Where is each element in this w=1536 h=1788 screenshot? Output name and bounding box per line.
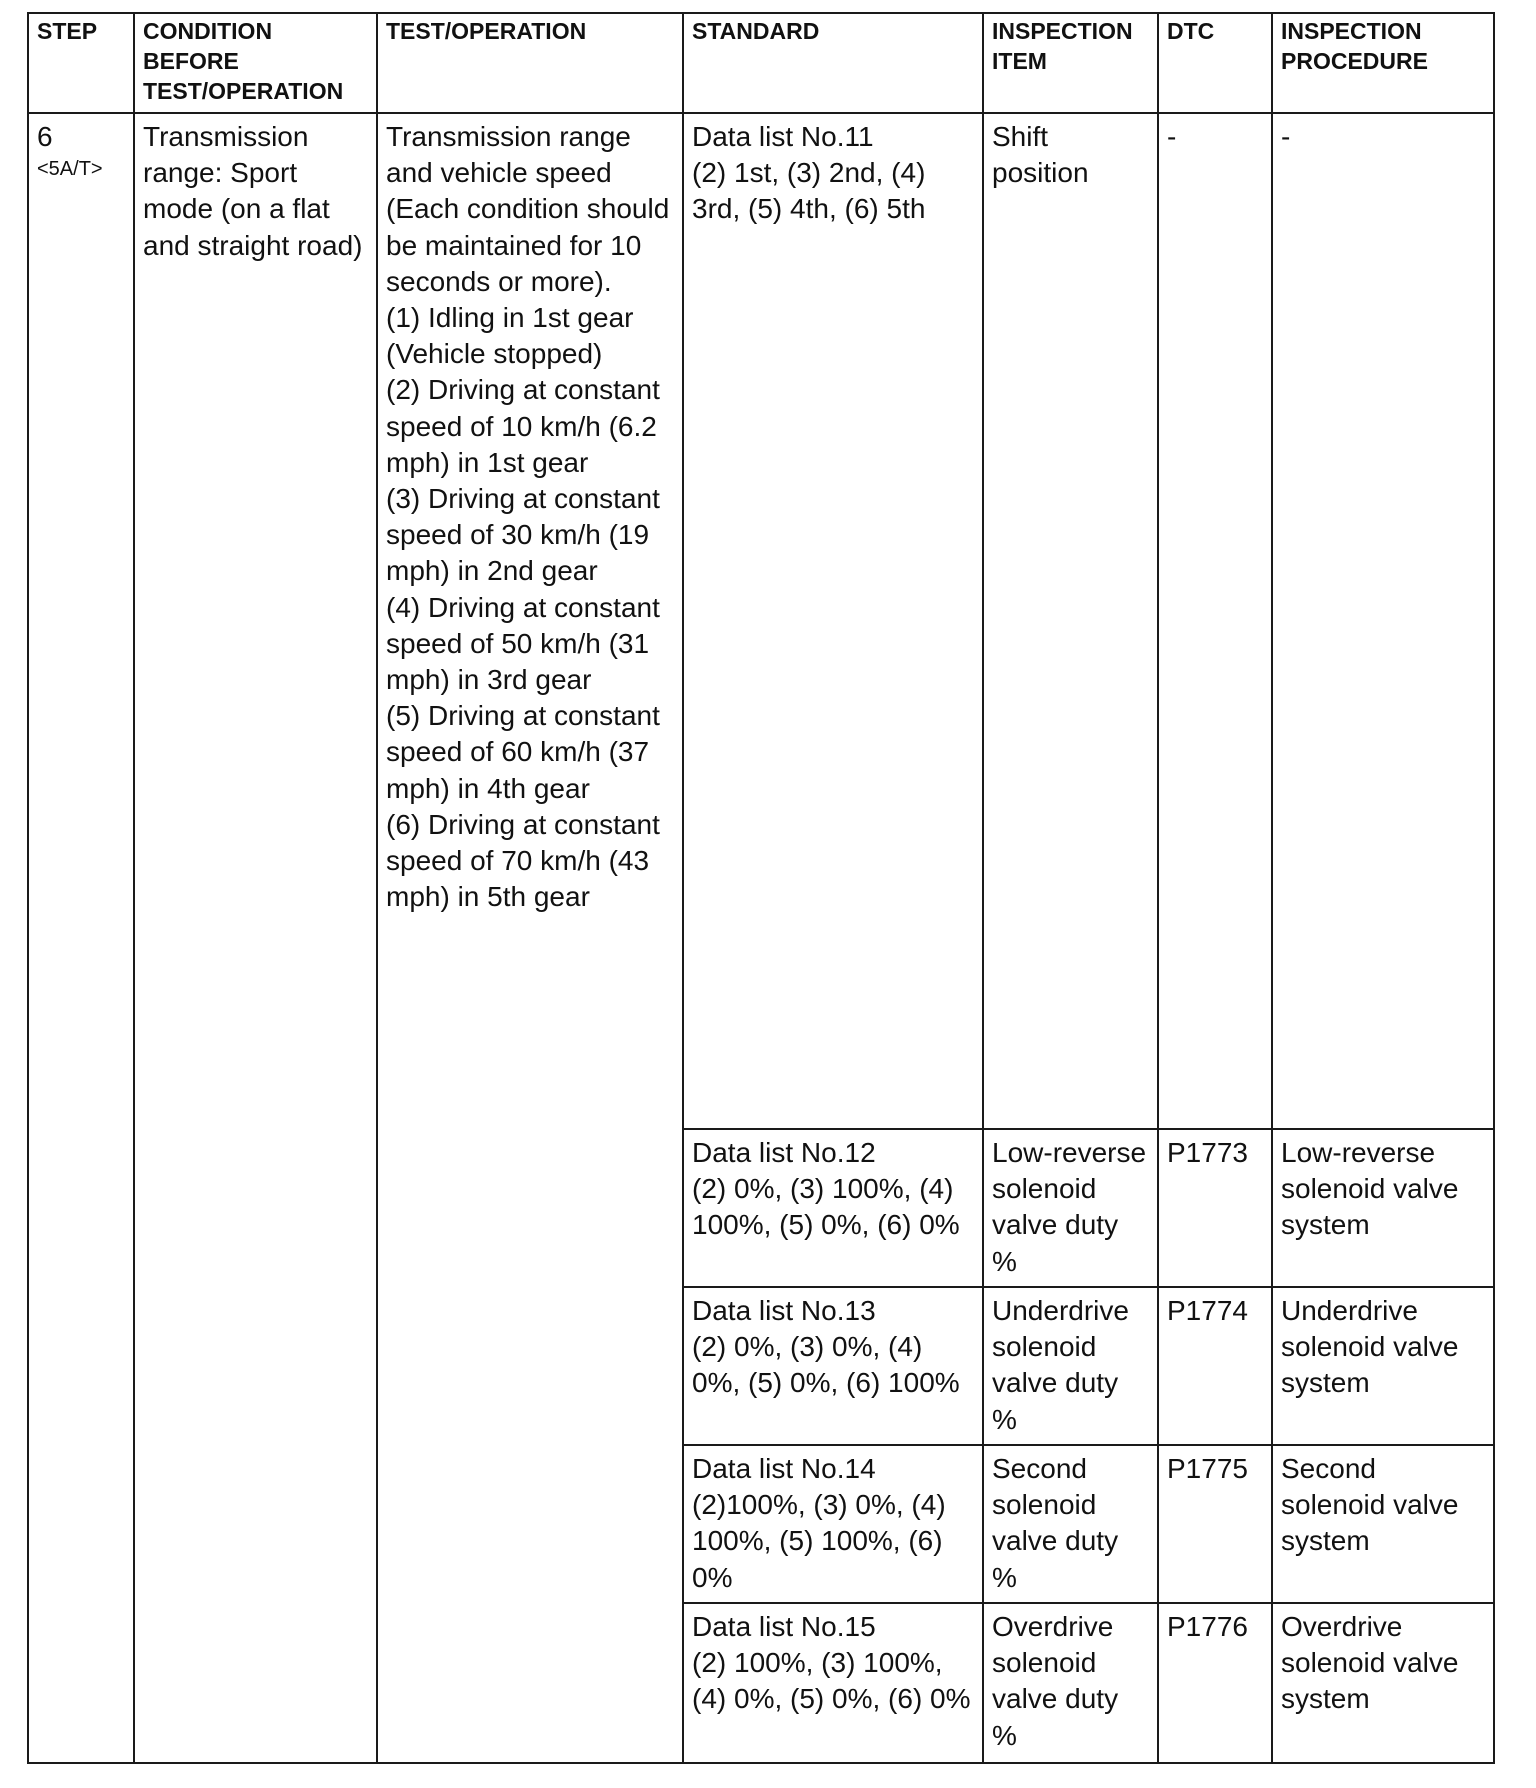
procedure-cell: Underdrive solenoid valve system (1272, 1287, 1494, 1445)
header-condition: CONDITION BEFORE TEST/OPERATION (134, 13, 377, 113)
inspection-item-cell: Second solenoid valve duty % (983, 1445, 1158, 1603)
standard-cell (683, 1445, 983, 1603)
table-row (28, 113, 1494, 1129)
dtc-cell: P1774 (1158, 1287, 1272, 1445)
standard-values: (2) 1st, (3) 2nd, (4) 3rd, (5) 4th, (6) 5th (692, 157, 926, 225)
dtc-cell: P1773 (1158, 1129, 1272, 1287)
standard-title: Data list No.11 (692, 121, 874, 152)
header-step: STEP (28, 13, 134, 113)
header-inspection-procedure: INSPECTION PROCEDURE (1272, 13, 1494, 113)
procedure-cell: Low-reverse solenoid valve system (1272, 1129, 1494, 1287)
standard-values: (2) 0%, (3) 100%, (4) 100%, (5) 0%, (6) 0% (692, 1173, 960, 1241)
header-dtc: DTC (1158, 13, 1272, 113)
dtc-cell: P1775 (1158, 1445, 1272, 1603)
standard-title: Data list No.12 (692, 1137, 876, 1168)
test-intro: Transmission range and vehicle speed (Each condition should be maintained for 10 seconds or more). (386, 121, 670, 297)
test-condition-2: (2) Driving at constant speed of 10 km/h (6.2 mph) in 1st gear (386, 374, 660, 478)
inspection-item-cell: Overdrive solenoid valve duty % (983, 1603, 1158, 1763)
inspection-item-cell: Underdrive solenoid valve duty % (983, 1287, 1158, 1445)
standard-title: Data list No.15 (692, 1611, 876, 1642)
procedure-cell: - (1272, 113, 1494, 1129)
standard-values: (2) 100%, (3) 100%, (4) 0%, (5) 0%, (6) 0% (692, 1647, 971, 1715)
header-row (28, 13, 1494, 113)
standard-cell (683, 1603, 983, 1763)
header-inspection-item: INSPECTION ITEM (983, 13, 1158, 113)
standard-cell (683, 1129, 983, 1287)
inspection-item-cell: Low-reverse solenoid valve duty % (983, 1129, 1158, 1287)
standard-title: Data list No.13 (692, 1295, 876, 1326)
test-condition-5: (5) Driving at constant speed of 60 km/h (37 mph) in 4th gear (386, 700, 660, 804)
procedure-cell: Overdrive solenoid valve system (1272, 1603, 1494, 1763)
step-number: 6 (37, 121, 53, 152)
standard-values: (2)100%, (3) 0%, (4) 100%, (5) 100%, (6) 0% (692, 1489, 946, 1593)
step-cell (28, 113, 134, 1763)
inspection-item-cell: Shift position (983, 113, 1158, 1129)
standard-cell (683, 113, 983, 1129)
standard-cell (683, 1287, 983, 1445)
header-test-operation: TEST/OPERATION (377, 13, 683, 113)
standard-title: Data list No.14 (692, 1453, 876, 1484)
inspection-table (27, 12, 1495, 1764)
step-variant: <5A/T> (37, 158, 103, 181)
test-condition-6: (6) Driving at constant speed of 70 km/h (43 mph) in 5th gear (386, 808, 660, 913)
test-condition-4: (4) Driving at constant speed of 50 km/h (31 mph) in 3rd gear (386, 591, 660, 696)
procedure-cell: Second solenoid valve system (1272, 1445, 1494, 1603)
dtc-cell: - (1158, 113, 1272, 1129)
test-condition-1: (1) Idling in 1st gear (Vehicle stopped) (386, 302, 634, 370)
standard-values: (2) 0%, (3) 0%, (4) 0%, (5) 0%, (6) 100% (692, 1331, 960, 1399)
dtc-cell: P1776 (1158, 1603, 1272, 1763)
test-condition-3: (3) Driving at constant speed of 30 km/h (19 mph) in 2nd gear (386, 483, 660, 587)
test-operation-cell (377, 113, 683, 1763)
header-standard: STANDARD (683, 13, 983, 113)
condition-cell: Transmission range: Sport mode (on a flat and straight road) (134, 113, 377, 1763)
